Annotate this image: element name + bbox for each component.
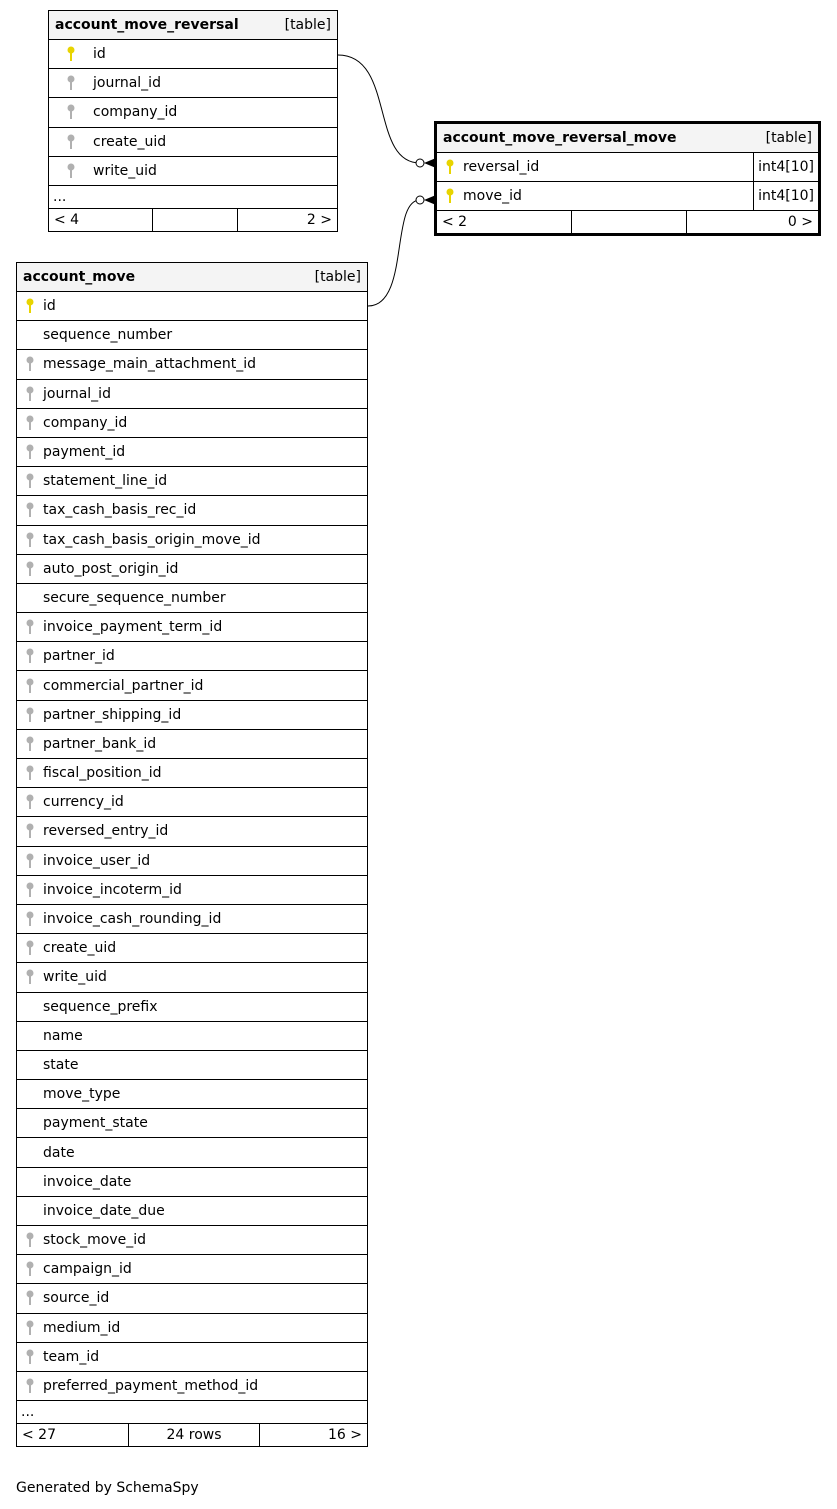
more-columns-ellipsis: ... <box>49 186 337 209</box>
column-name: fiscal_position_id <box>43 765 162 782</box>
column-row[interactable] <box>17 526 367 555</box>
column-row[interactable] <box>17 1197 367 1226</box>
column-type: int4[10] <box>753 153 818 181</box>
column-row[interactable] <box>17 1080 367 1109</box>
column-row[interactable] <box>17 1138 367 1167</box>
foreign-key-icon <box>17 561 43 577</box>
parents-count[interactable]: < 2 <box>442 214 468 231</box>
column-name: create_uid <box>43 940 117 957</box>
column-row[interactable] <box>17 642 367 671</box>
table-footer <box>437 211 818 233</box>
foreign-key-icon <box>17 415 43 431</box>
column-name: payment_state <box>43 1115 148 1132</box>
foreign-key-icon <box>17 736 43 752</box>
column-name: invoice_date_due <box>43 1202 165 1219</box>
foreign-key-icon <box>17 473 43 489</box>
column-name: secure_sequence_number <box>43 589 226 606</box>
column-row[interactable] <box>17 993 367 1022</box>
parents-count[interactable]: < 4 <box>54 211 80 228</box>
foreign-key-icon <box>17 356 43 372</box>
column-name: id <box>43 298 56 315</box>
column-row[interactable] <box>17 292 367 321</box>
column-row[interactable] <box>17 1051 367 1080</box>
column-name: auto_post_origin_id <box>43 560 179 577</box>
primary-key-icon <box>437 159 463 175</box>
column-row[interactable] <box>437 182 818 211</box>
column-name: date <box>43 1144 75 1161</box>
table-header <box>49 11 337 40</box>
column-row[interactable] <box>49 98 337 127</box>
foreign-key-icon <box>49 163 93 179</box>
column-name: write_uid <box>93 162 157 179</box>
column-name: invoice_cash_rounding_id <box>43 911 222 928</box>
column-name: reversal_id <box>463 159 540 176</box>
column-name: journal_id <box>43 385 111 402</box>
column-name: move_type <box>43 1086 121 1103</box>
column-name: tax_cash_basis_origin_move_id <box>43 531 261 548</box>
column-name: invoice_incoterm_id <box>43 881 182 898</box>
table-kind: [table] <box>314 269 361 285</box>
column-row[interactable] <box>17 701 367 730</box>
column-name: partner_shipping_id <box>43 706 182 723</box>
rel-optional-marker <box>416 196 424 204</box>
column-name: id <box>93 46 106 63</box>
column-row[interactable] <box>17 1255 367 1284</box>
table-header <box>17 263 367 292</box>
column-name: payment_id <box>43 444 126 461</box>
column-name: source_id <box>43 1290 110 1307</box>
table-account-move[interactable] <box>16 262 368 1447</box>
parents-count[interactable]: < 27 <box>22 1427 56 1444</box>
table-kind: [table] <box>284 17 331 33</box>
column-name: currency_id <box>43 794 124 811</box>
foreign-key-icon <box>17 678 43 694</box>
column-row[interactable] <box>49 157 337 186</box>
foreign-key-icon <box>17 532 43 548</box>
column-name: write_uid <box>43 969 107 986</box>
column-row[interactable] <box>17 1372 367 1401</box>
column-name: create_uid <box>93 133 167 150</box>
table-name: account_move_reversal_move <box>443 130 677 146</box>
foreign-key-icon <box>17 940 43 956</box>
column-row[interactable] <box>17 963 367 992</box>
column-row[interactable] <box>17 1343 367 1372</box>
more-columns-ellipsis: ... <box>17 1401 367 1424</box>
column-row[interactable] <box>49 69 337 98</box>
column-row[interactable] <box>17 467 367 496</box>
column-name: company_id <box>93 104 178 121</box>
column-row[interactable] <box>17 847 367 876</box>
column-row[interactable] <box>17 1109 367 1138</box>
foreign-key-icon <box>17 765 43 781</box>
primary-key-icon <box>437 188 463 204</box>
column-row[interactable] <box>17 730 367 759</box>
column-row[interactable] <box>17 934 367 963</box>
column-row[interactable] <box>17 584 367 613</box>
foreign-key-icon <box>17 1232 43 1248</box>
table-kind: [table] <box>765 130 812 146</box>
column-row[interactable] <box>17 817 367 846</box>
column-row[interactable] <box>437 153 818 182</box>
column-row[interactable] <box>17 555 367 584</box>
column-row[interactable] <box>17 350 367 379</box>
column-row[interactable] <box>17 438 367 467</box>
foreign-key-icon <box>17 444 43 460</box>
table-account-move-reversal-move[interactable] <box>434 121 821 236</box>
column-name: partner_bank_id <box>43 735 157 752</box>
column-name: medium_id <box>43 1319 121 1336</box>
table-account-move-reversal[interactable] <box>48 10 338 232</box>
foreign-key-icon <box>17 1349 43 1365</box>
column-name: company_id <box>43 414 128 431</box>
column-name: campaign_id <box>43 1261 132 1278</box>
foreign-key-icon <box>17 502 43 518</box>
foreign-key-icon <box>17 386 43 402</box>
column-name: commercial_partner_id <box>43 677 204 694</box>
column-name: invoice_user_id <box>43 852 151 869</box>
foreign-key-icon <box>17 794 43 810</box>
foreign-key-icon <box>17 911 43 927</box>
primary-key-icon <box>49 46 93 62</box>
foreign-key-icon <box>17 619 43 635</box>
column-row[interactable] <box>17 496 367 525</box>
foreign-key-icon <box>17 707 43 723</box>
row-count <box>152 209 238 231</box>
column-name: team_id <box>43 1348 100 1365</box>
foreign-key-icon <box>49 134 93 150</box>
column-name: sequence_prefix <box>43 998 158 1015</box>
column-name: tax_cash_basis_rec_id <box>43 502 197 519</box>
foreign-key-icon <box>17 1261 43 1277</box>
table-header <box>437 124 818 153</box>
column-name: reversed_entry_id <box>43 823 169 840</box>
children-count[interactable]: 0 > <box>787 214 813 231</box>
rel-optional-marker <box>416 159 424 167</box>
column-name: statement_line_id <box>43 473 168 490</box>
column-row[interactable] <box>17 1226 367 1255</box>
table-footer <box>49 209 337 231</box>
foreign-key-icon <box>17 1290 43 1306</box>
column-name: invoice_payment_term_id <box>43 619 223 636</box>
column-name: preferred_payment_method_id <box>43 1378 259 1395</box>
foreign-key-icon <box>49 75 93 91</box>
foreign-key-icon <box>17 823 43 839</box>
column-name: invoice_date <box>43 1173 132 1190</box>
children-count[interactable]: 16 > <box>328 1427 362 1444</box>
foreign-key-icon <box>17 1378 43 1394</box>
column-row[interactable] <box>17 613 367 642</box>
column-row[interactable] <box>17 1314 367 1343</box>
foreign-key-icon <box>17 648 43 664</box>
column-row[interactable] <box>17 1022 367 1051</box>
primary-key-icon <box>17 298 43 314</box>
table-footer <box>17 1424 367 1446</box>
row-count: 24 rows <box>128 1424 260 1446</box>
foreign-key-icon <box>17 1320 43 1336</box>
table-name: account_move <box>23 269 136 285</box>
column-name: name <box>43 1027 83 1044</box>
column-row[interactable] <box>17 759 367 788</box>
children-count[interactable]: 2 > <box>306 211 332 228</box>
column-name: move_id <box>463 188 522 205</box>
column-name: stock_move_id <box>43 1232 147 1249</box>
column-row[interactable] <box>17 1284 367 1313</box>
column-name: sequence_number <box>43 327 173 344</box>
column-row[interactable] <box>17 671 367 700</box>
column-row[interactable] <box>17 409 367 438</box>
column-name: journal_id <box>93 75 161 92</box>
foreign-key-icon <box>17 853 43 869</box>
column-row[interactable] <box>49 40 337 69</box>
column-type: int4[10] <box>753 182 818 210</box>
rel-reversal-id-to-reversal-move <box>338 55 420 163</box>
foreign-key-icon <box>17 969 43 985</box>
column-row[interactable] <box>17 876 367 905</box>
table-name: account_move_reversal <box>55 17 239 33</box>
column-name: state <box>43 1056 79 1073</box>
column-name: partner_id <box>43 648 115 665</box>
row-count <box>571 211 687 233</box>
foreign-key-icon <box>17 882 43 898</box>
column-row[interactable] <box>49 128 337 157</box>
column-row[interactable] <box>17 321 367 350</box>
rel-move-id-to-reversal-move <box>368 200 420 306</box>
column-row[interactable] <box>17 380 367 409</box>
column-row[interactable] <box>17 1168 367 1197</box>
foreign-key-icon <box>49 104 93 120</box>
generated-by-footer: Generated by SchemaSpy <box>16 1480 199 1496</box>
column-name: message_main_attachment_id <box>43 356 256 373</box>
column-row[interactable] <box>17 905 367 934</box>
column-row[interactable] <box>17 788 367 817</box>
